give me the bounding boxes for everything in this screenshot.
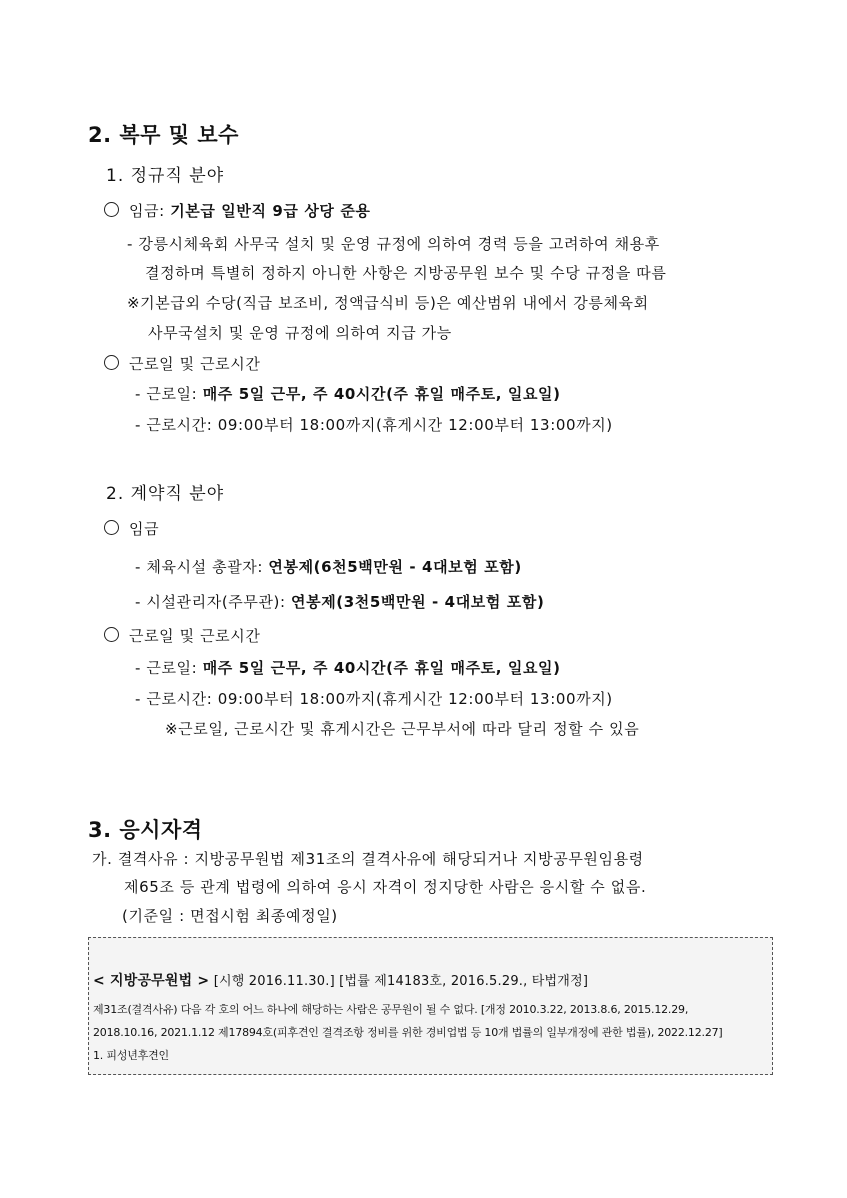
regular-wage-line2: 결정하며 특별히 정하지 아니한 사항은 지방공무원 보수 및 수당 규정을 따름 [145, 264, 667, 282]
circle-bullet-icon [104, 520, 119, 535]
circle-bullet-icon [104, 627, 119, 642]
regular-note-line2: 사무국설치 및 운영 규정에 의하여 지급 가능 [148, 324, 452, 342]
contract-workday [135, 657, 561, 678]
circle-bullet-icon [104, 355, 119, 370]
law-title [93, 970, 588, 990]
disqualification-line3: (기준일 : 면접시험 최종예정일) [122, 907, 338, 925]
law-title-bold: < 지방공무원법 > [93, 973, 210, 989]
contract-note: ※근로일, 근로시간 및 휴게시간은 근무부서에 따라 달리 정할 수 있음 [165, 720, 640, 738]
regular-workday-heading [104, 353, 260, 374]
contract-wage-heading-text: 임금 [129, 520, 160, 538]
disqualification-line1: 가. 결격사유 : 지방공무원법 제31조의 결격사유에 해당되거나 지방공무원임용령 [92, 850, 644, 868]
facility-staff-bold: 연봉제(3천5백만원 - 4대보험 포함) [291, 593, 545, 611]
section-3-heading: 3. 응시자격 [88, 818, 203, 842]
law-title-rest: [시행 2016.11.30.] [법률 제14183호, 2016.5.29., 타법개정] [209, 974, 589, 989]
contract-facility-manager [135, 556, 522, 577]
disqualification-line2: 제65조 등 관계 법령에 의하여 응시 자격이 정지당한 사람은 응시할 수 없음. [124, 878, 647, 896]
regular-wage-bold: 기본급 일반직 9급 상당 준용 [170, 202, 371, 220]
facility-manager-bold: 연봉제(6천5백만원 - 4대보험 포함) [268, 558, 522, 576]
regular-workday-prefix: - 근로일: [135, 385, 203, 403]
contract-facility-staff [135, 591, 544, 612]
regular-workday [135, 383, 561, 404]
facility-manager-prefix: - 체육시설 총괄자: [135, 558, 269, 576]
contract-worktime: - 근로시간: 09:00부터 18:00까지(휴게시간 12:00부터 13:00까지) [135, 690, 613, 708]
contract-heading: 2. 계약직 분야 [106, 484, 225, 504]
contract-wage-heading [104, 518, 159, 539]
regular-wage-line1: - 강릉시체육회 사무국 설치 및 운영 규정에 의하여 경력 등을 고려하여 채용후 [127, 235, 660, 253]
law-body-line1: 제31조(결격사유) 다음 각 호의 어느 하나에 해당하는 사람은 공무원이 될 수 없다. [개정 2010.3.22, 2013.8.6, 2015.12.29, [93, 1003, 689, 1016]
law-body-line3: 1. 피성년후견인 [93, 1049, 169, 1062]
circle-bullet-icon [104, 202, 119, 217]
contract-workday-heading [104, 625, 260, 646]
section-2-heading: 2. 복무 및 보수 [88, 123, 239, 147]
facility-staff-prefix: - 시설관리자(주무관): [135, 593, 292, 611]
contract-workday-bold: 매주 5일 근무, 주 40시간(주 휴일 매주토, 일요일) [202, 659, 561, 677]
contract-workday-heading-text: 근로일 및 근로시간 [129, 627, 261, 645]
law-body-line2: 2018.10.16, 2021.1.12 제17894호(피후견인 결격조항 정비를 위한 경비업법 등 10개 법률의 일부개정에 관한 법률), 2022.12.27] [93, 1026, 723, 1039]
regular-workday-bold: 매주 5일 근무, 주 40시간(주 휴일 매주토, 일요일) [202, 385, 561, 403]
contract-workday-prefix: - 근로일: [135, 659, 203, 677]
law-excerpt-box [88, 937, 773, 1075]
regular-wage [104, 200, 371, 221]
regular-note-line1: ※기본급외 수당(직급 보조비, 정액급식비 등)은 예산범위 내에서 강릉체육회 [127, 294, 649, 312]
regular-workday-heading-text: 근로일 및 근로시간 [129, 355, 261, 373]
regular-wage-prefix: 임금: [129, 202, 171, 220]
regular-worktime: - 근로시간: 09:00부터 18:00까지(휴게시간 12:00부터 13:00까지) [135, 416, 613, 434]
regular-heading: 1. 정규직 분야 [106, 166, 225, 186]
